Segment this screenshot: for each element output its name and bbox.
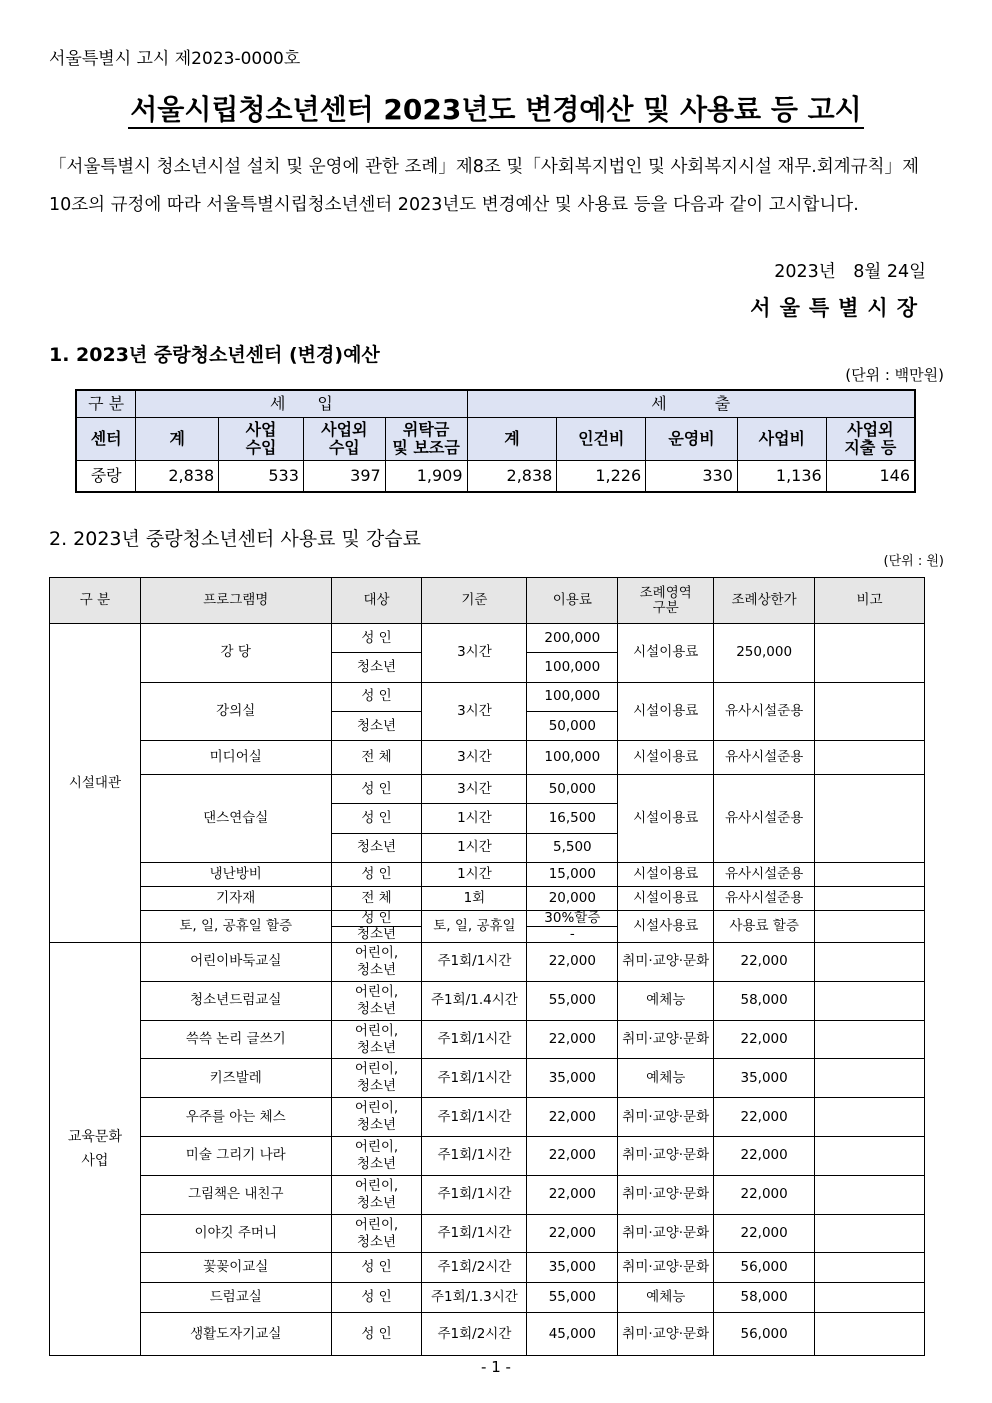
section2-title: 2. 2023년 중랑청소년센터 사용료 및 강습료	[49, 528, 421, 550]
fee-group-cell: 시설대관	[50, 624, 141, 943]
page-number: - 1 -	[481, 1358, 511, 1376]
fee-row	[50, 863, 925, 887]
fee-cell: 35,000	[527, 1253, 618, 1283]
cap-cell: 22,000	[714, 1020, 815, 1059]
basis-cell: 주1회/2시간	[422, 1313, 527, 1356]
remark-cell	[815, 911, 925, 943]
program-name: 우주를 아는 체스	[140, 1098, 331, 1137]
fee-cell: 30%할증	[527, 911, 618, 927]
cap-cell: 유사시설준용	[714, 775, 815, 863]
budget-header-cell: 인건비	[557, 418, 646, 461]
fee-cell: 22,000	[527, 1214, 618, 1253]
category-cell: 취미·교양·문화	[618, 1313, 714, 1356]
budget-value-cell: 1,909	[385, 461, 467, 493]
program-name: 쓱쓱 논리 글쓰기	[140, 1020, 331, 1059]
section1-unit: (단위 : 백만원)	[845, 366, 944, 384]
program-name: 토, 일, 공휴일 할증	[140, 911, 331, 943]
remark-cell	[815, 943, 925, 982]
remark-cell	[815, 682, 925, 741]
budget-header-cell: 센터	[76, 418, 136, 461]
fee-cell: 55,000	[527, 1283, 618, 1313]
cap-cell: 22,000	[714, 1137, 815, 1176]
target-cell: 성 인	[331, 911, 422, 927]
fee-header-cell: 기준	[422, 578, 527, 624]
remark-cell	[815, 863, 925, 887]
remark-cell	[815, 1253, 925, 1283]
fee-group-cell: 교육문화 사업	[50, 943, 141, 1356]
cap-cell: 22,000	[714, 1098, 815, 1137]
fee-cell: 20,000	[527, 887, 618, 911]
fee-row	[50, 1098, 925, 1137]
cap-cell: 유사시설준용	[714, 887, 815, 911]
fee-cell: 55,000	[527, 981, 618, 1020]
cap-cell: 유사시설준용	[714, 741, 815, 775]
remark-cell	[815, 1313, 925, 1356]
category-cell: 시설이용료	[618, 887, 714, 911]
budget-value-cell: 1,226	[557, 461, 646, 493]
basis-cell: 3시간	[422, 775, 527, 804]
program-name: 미디어실	[140, 741, 331, 775]
remark-cell	[815, 624, 925, 683]
budget-header-row	[76, 390, 915, 418]
budget-value-cell: 2,838	[467, 461, 557, 493]
category-cell: 취미·교양·문화	[618, 1253, 714, 1283]
basis-cell: 토, 일, 공휴일	[422, 911, 527, 943]
budget-header-cell: 사업비	[737, 418, 826, 461]
program-name: 꽃꽂이교실	[140, 1253, 331, 1283]
fee-cell: 35,000	[527, 1059, 618, 1098]
budget-header-cell: 사업 수입	[219, 418, 304, 461]
remark-cell	[815, 775, 925, 863]
target-cell: 어린이, 청소년	[331, 981, 422, 1020]
basis-cell: 주1회/1시간	[422, 1214, 527, 1253]
cap-cell: 35,000	[714, 1059, 815, 1098]
target-cell: 청소년	[331, 653, 422, 682]
program-name: 생활도자기교실	[140, 1313, 331, 1356]
target-cell: 성 인	[331, 863, 422, 887]
remark-cell	[815, 1020, 925, 1059]
target-cell: 성 인	[331, 682, 422, 711]
category-cell: 예체능	[618, 981, 714, 1020]
fee-row	[50, 1253, 925, 1283]
program-name: 강의실	[140, 682, 331, 741]
notice-body: 「서울특별시 청소년시설 설치 및 운영에 관한 조례」제8조 및「사회복지법인 및 사회복지시설 재무.회계규칙」제10조의 규정에 따라 서울특별시립청소년센터 2023년도 변경예산 및 사용료 등을 다음과 같이 고시합니다.	[49, 157, 919, 215]
category-cell: 시설이용료	[618, 682, 714, 741]
fee-cell: 22,000	[527, 943, 618, 982]
fee-row	[50, 1313, 925, 1356]
fee-cell: -	[527, 927, 618, 943]
budget-value-cell: 146	[826, 461, 915, 493]
fee-row	[50, 1020, 925, 1059]
category-cell: 취미·교양·문화	[618, 1214, 714, 1253]
basis-cell: 3시간	[422, 624, 527, 683]
budget-header-cell: 위탁금 및 보조금	[385, 418, 467, 461]
target-cell: 어린이, 청소년	[331, 1137, 422, 1176]
category-cell: 시설이용료	[618, 775, 714, 863]
fee-header-cell: 구 분	[50, 578, 141, 624]
cap-cell: 유사시설준용	[714, 682, 815, 741]
category-cell: 취미·교양·문화	[618, 943, 714, 982]
section2-unit: (단위 : 원)	[883, 554, 944, 569]
target-cell: 성 인	[331, 1313, 422, 1356]
budget-value-cell: 중랑	[76, 461, 136, 493]
fee-header-cell: 이용료	[527, 578, 618, 624]
remark-cell	[815, 1059, 925, 1098]
fee-row	[50, 1214, 925, 1253]
basis-cell: 주1회/1.4시간	[422, 981, 527, 1020]
fee-cell: 100,000	[527, 653, 618, 682]
basis-cell: 1회	[422, 887, 527, 911]
target-cell: 어린이, 청소년	[331, 1175, 422, 1214]
category-cell: 취미·교양·문화	[618, 1098, 714, 1137]
fee-cell: 50,000	[527, 711, 618, 740]
cap-cell: 유사시설준용	[714, 863, 815, 887]
budget-value-cell: 1,136	[737, 461, 826, 493]
fee-table	[49, 577, 925, 1356]
target-cell: 어린이, 청소년	[331, 1098, 422, 1137]
remark-cell	[815, 1098, 925, 1137]
basis-cell: 3시간	[422, 741, 527, 775]
program-name: 이야깃 주머니	[140, 1214, 331, 1253]
fee-header-cell: 조례영역 구분	[618, 578, 714, 624]
target-cell: 어린이, 청소년	[331, 1020, 422, 1059]
remark-cell	[815, 1283, 925, 1313]
basis-cell: 주1회/1시간	[422, 1059, 527, 1098]
target-cell: 성 인	[331, 775, 422, 804]
basis-cell: 주1회/1시간	[422, 1137, 527, 1176]
category-cell: 시설사용료	[618, 911, 714, 943]
category-cell: 예체능	[618, 1283, 714, 1313]
program-name: 그림책은 내친구	[140, 1175, 331, 1214]
program-name: 청소년드럼교실	[140, 981, 331, 1020]
fee-cell: 5,500	[527, 833, 618, 862]
target-cell: 어린이, 청소년	[331, 1059, 422, 1098]
remark-cell	[815, 1175, 925, 1214]
budget-data-row	[76, 461, 915, 493]
notice-date: 2023년 8월 24일	[774, 262, 926, 282]
remark-cell	[815, 741, 925, 775]
cap-cell: 58,000	[714, 1283, 815, 1313]
fee-row	[50, 943, 925, 982]
fee-row	[50, 1283, 925, 1313]
page-title-text: 서울시립청소년센터 2023년도 변경예산 및 사용료 등 고시	[128, 93, 863, 129]
cap-cell: 58,000	[714, 981, 815, 1020]
fee-row	[50, 1175, 925, 1214]
basis-cell: 주1회/2시간	[422, 1253, 527, 1283]
cap-cell: 사용료 할증	[714, 911, 815, 943]
budget-header-cell: 구 분	[76, 390, 136, 418]
target-cell: 어린이, 청소년	[331, 943, 422, 982]
fee-cell: 100,000	[527, 741, 618, 775]
target-cell: 청소년	[331, 833, 422, 862]
notice-number: 서울특별시 고시 제2023-0000호	[49, 49, 301, 69]
remark-cell	[815, 981, 925, 1020]
budget-header-cell: 계	[136, 418, 219, 461]
basis-cell: 주1회/1.3시간	[422, 1283, 527, 1313]
fee-cell: 22,000	[527, 1175, 618, 1214]
budget-header-cell: 운영비	[646, 418, 738, 461]
target-cell: 전 체	[331, 741, 422, 775]
fee-row	[50, 682, 925, 711]
category-cell: 시설이용료	[618, 741, 714, 775]
budget-header-cell: 세 출	[467, 390, 915, 418]
fee-row	[50, 624, 925, 653]
budget-table	[75, 389, 916, 493]
fee-header-cell: 프로그램명	[140, 578, 331, 624]
target-cell: 성 인	[331, 1283, 422, 1313]
category-cell: 취미·교양·문화	[618, 1175, 714, 1214]
fee-row	[50, 887, 925, 911]
fee-cell: 22,000	[527, 1137, 618, 1176]
target-cell: 성 인	[331, 804, 422, 833]
fee-row	[50, 981, 925, 1020]
target-cell: 성 인	[331, 624, 422, 653]
remark-cell	[815, 887, 925, 911]
fee-row	[50, 775, 925, 804]
fee-cell: 22,000	[527, 1098, 618, 1137]
category-cell: 시설이용료	[618, 863, 714, 887]
category-cell: 취미·교양·문화	[618, 1137, 714, 1176]
cap-cell: 56,000	[714, 1313, 815, 1356]
budget-value-cell: 330	[646, 461, 738, 493]
fee-header-row	[50, 578, 925, 624]
budget-value-cell: 2,838	[136, 461, 219, 493]
program-name: 강 당	[140, 624, 331, 683]
fee-cell: 100,000	[527, 682, 618, 711]
basis-cell: 주1회/1시간	[422, 943, 527, 982]
basis-cell: 1시간	[422, 863, 527, 887]
cap-cell: 250,000	[714, 624, 815, 683]
fee-row	[50, 741, 925, 775]
cap-cell: 22,000	[714, 1214, 815, 1253]
fee-cell: 15,000	[527, 863, 618, 887]
budget-header-cell: 세 입	[136, 390, 467, 418]
fee-header-cell: 비고	[815, 578, 925, 624]
target-cell: 청소년	[331, 711, 422, 740]
category-cell: 예체능	[618, 1059, 714, 1098]
program-name: 기자재	[140, 887, 331, 911]
fee-row	[50, 1059, 925, 1098]
target-cell: 성 인	[331, 1253, 422, 1283]
program-name: 키즈발레	[140, 1059, 331, 1098]
basis-cell: 주1회/1시간	[422, 1098, 527, 1137]
program-name: 드럼교실	[140, 1283, 331, 1313]
category-cell: 취미·교양·문화	[618, 1020, 714, 1059]
remark-cell	[815, 1214, 925, 1253]
budget-header-cell: 계	[467, 418, 557, 461]
page-title	[0, 88, 992, 128]
target-cell: 전 체	[331, 887, 422, 911]
section1-title: 1. 2023년 중랑청소년센터 (변경)예산	[49, 344, 380, 366]
budget-value-cell: 533	[219, 461, 304, 493]
category-cell: 시설이용료	[618, 624, 714, 683]
fee-cell: 22,000	[527, 1020, 618, 1059]
cap-cell: 22,000	[714, 943, 815, 982]
remark-cell	[815, 1137, 925, 1176]
basis-cell: 주1회/1시간	[422, 1175, 527, 1214]
fee-cell: 16,500	[527, 804, 618, 833]
cap-cell: 22,000	[714, 1175, 815, 1214]
budget-header-row	[76, 418, 915, 461]
basis-cell: 주1회/1시간	[422, 1020, 527, 1059]
basis-cell: 1시간	[422, 833, 527, 862]
budget-value-cell: 397	[303, 461, 385, 493]
basis-cell: 1시간	[422, 804, 527, 833]
program-name: 미술 그리기 나라	[140, 1137, 331, 1176]
fee-header-cell: 대상	[331, 578, 422, 624]
fee-header-cell: 조례상한가	[714, 578, 815, 624]
target-cell: 청소년	[331, 927, 422, 943]
program-name: 냉난방비	[140, 863, 331, 887]
budget-header-cell: 사업외 지출 등	[826, 418, 915, 461]
fee-cell: 45,000	[527, 1313, 618, 1356]
program-name: 어린이바둑교실	[140, 943, 331, 982]
basis-cell: 3시간	[422, 682, 527, 741]
budget-header-cell: 사업외 수입	[303, 418, 385, 461]
issuer: 서울특별시장	[750, 296, 926, 320]
fee-row	[50, 1137, 925, 1176]
fee-row	[50, 911, 925, 927]
program-name: 댄스연습실	[140, 775, 331, 863]
fee-cell: 50,000	[527, 775, 618, 804]
cap-cell: 56,000	[714, 1253, 815, 1283]
target-cell: 어린이, 청소년	[331, 1214, 422, 1253]
fee-cell: 200,000	[527, 624, 618, 653]
